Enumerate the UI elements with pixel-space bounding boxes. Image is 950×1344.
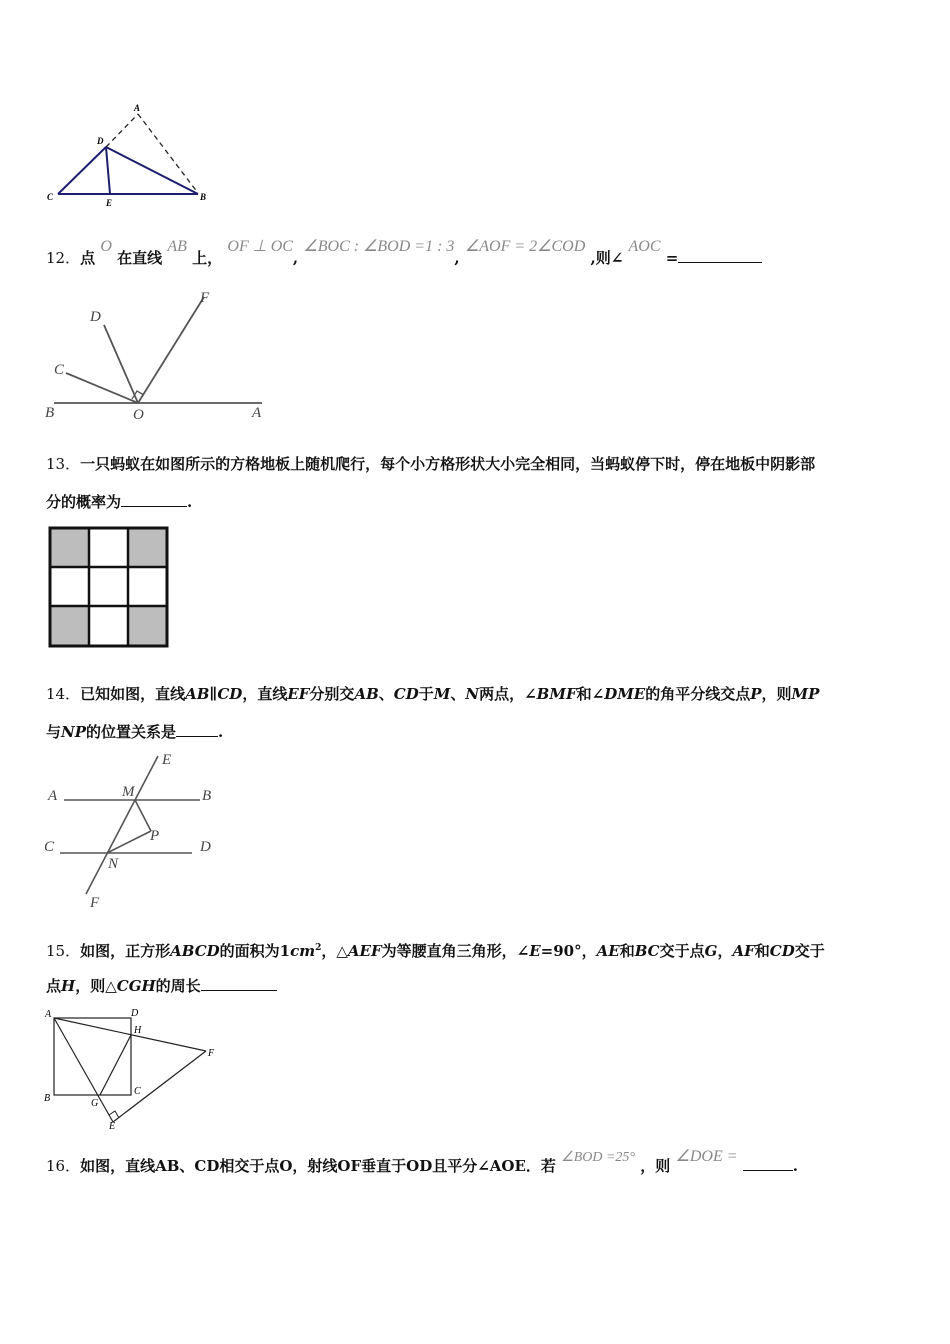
question-number: 12． <box>46 249 81 267</box>
cell-shaded <box>128 528 167 567</box>
figure-square-q15 <box>40 1004 230 1134</box>
segment-ab-dashed <box>138 114 198 193</box>
answer-blank <box>678 248 762 263</box>
figure-triangle-q11 <box>44 100 214 210</box>
cell-shaded <box>128 606 167 646</box>
question-12: 12．点 O 在直线 AB 上， OF ⊥ OC, ∠BOC : ∠BOD =1 : 3, ∠AOF = 2∠COD ,则∠ AOC = <box>46 248 762 269</box>
label-c: C <box>54 362 65 378</box>
cell-shaded <box>50 606 89 646</box>
label-b: B <box>44 1093 51 1104</box>
math-angle-bod: ∠BOD =25° <box>561 1150 636 1165</box>
label-c: C <box>47 192 54 202</box>
label-f: F <box>208 1048 215 1059</box>
label-f: F <box>200 290 210 306</box>
math-point-o: O <box>100 238 112 255</box>
math-line-ab: AB <box>167 238 187 255</box>
label-e: E <box>109 1121 116 1132</box>
label-g: G <box>91 1098 99 1109</box>
figure-angles-q12 <box>40 285 280 425</box>
label-e: E <box>162 752 172 768</box>
label-d: D <box>90 309 101 325</box>
label-b: B <box>45 405 55 421</box>
question-16: 16．如图，直线AB、CD相交于点O，射线OF垂直于OD且平分∠AOE．若 ∠BOD =25° ，则 ∠DOE = . <box>46 1148 799 1175</box>
label-a: A <box>48 788 58 804</box>
segment-ad-dashed <box>106 114 138 147</box>
figure-grid-q13 <box>47 525 169 649</box>
segment-mp <box>135 800 151 831</box>
math-perpendicular: OF ⊥ OC <box>227 238 293 255</box>
figure-parallel-lines-q14 <box>40 748 230 913</box>
question-15-line-2: 点H，则△CGH的周长 <box>46 976 277 996</box>
question-14: 14．已知如图，直线AB∥CD，直线EF分别交AB、CD于M、N两点，∠BMF和∠DME的角平分线交点P，则MP <box>46 685 820 703</box>
label-m: M <box>122 784 135 800</box>
question-13-line-2: 分的概率为 . <box>46 493 193 511</box>
segment-db <box>106 147 198 194</box>
label-n: N <box>108 856 119 872</box>
math-angle-aoc: AOC <box>628 238 661 255</box>
math-angle-doe: ∠DOE = <box>675 1148 738 1165</box>
label-b: B <box>200 192 207 202</box>
ray-of <box>138 297 204 403</box>
label-d: D <box>131 1008 139 1019</box>
label-a: A <box>134 103 141 113</box>
math-angle-ratio: ∠BOC : ∠BOD =1 : 3 <box>303 238 455 255</box>
label-c: C <box>134 1086 141 1097</box>
segment-ef <box>113 1051 206 1122</box>
label-e: E <box>106 198 113 208</box>
segment-ae <box>54 1018 113 1122</box>
label-o: O <box>133 407 144 423</box>
label-d: D <box>200 839 211 855</box>
segment-af <box>54 1018 206 1051</box>
question-number: 15． <box>46 942 81 960</box>
answer-blank <box>176 722 218 737</box>
question-number: 16． <box>46 1157 81 1175</box>
label-h: H <box>134 1025 142 1036</box>
question-number: 13． <box>46 455 81 473</box>
label-f: F <box>90 895 100 911</box>
label-d: D <box>97 136 104 146</box>
cell-shaded <box>50 528 89 567</box>
label-b: B <box>202 788 212 804</box>
answer-blank <box>201 976 277 991</box>
question-14-line-2: 与NP的位置关系是 . <box>46 723 224 741</box>
segment-cd <box>58 147 106 194</box>
question-number: 14． <box>46 685 81 703</box>
label-c: C <box>44 839 55 855</box>
label-a: A <box>252 405 262 421</box>
question-15: 15．如图，正方形ABCD的面积为$1cm^2$，△AEF为等腰直角三角形，∠E=90°，AE和BC交于点G，AF和CD交于 <box>46 942 825 960</box>
answer-blank <box>743 1156 793 1171</box>
label-p: P <box>150 828 160 844</box>
math-angle-relation: ∠AOF = 2∠COD <box>464 238 586 255</box>
label-a: A <box>45 1009 52 1020</box>
segment-gh <box>100 1035 131 1095</box>
segment-de <box>106 147 110 194</box>
question-13: 13．一只蚂蚁在如图所示的方格地板上随机爬行，每个小方格形状大小完全相同，当蚂蚁停下时，停在地板中阴影部 <box>46 455 816 473</box>
answer-blank <box>121 492 187 507</box>
